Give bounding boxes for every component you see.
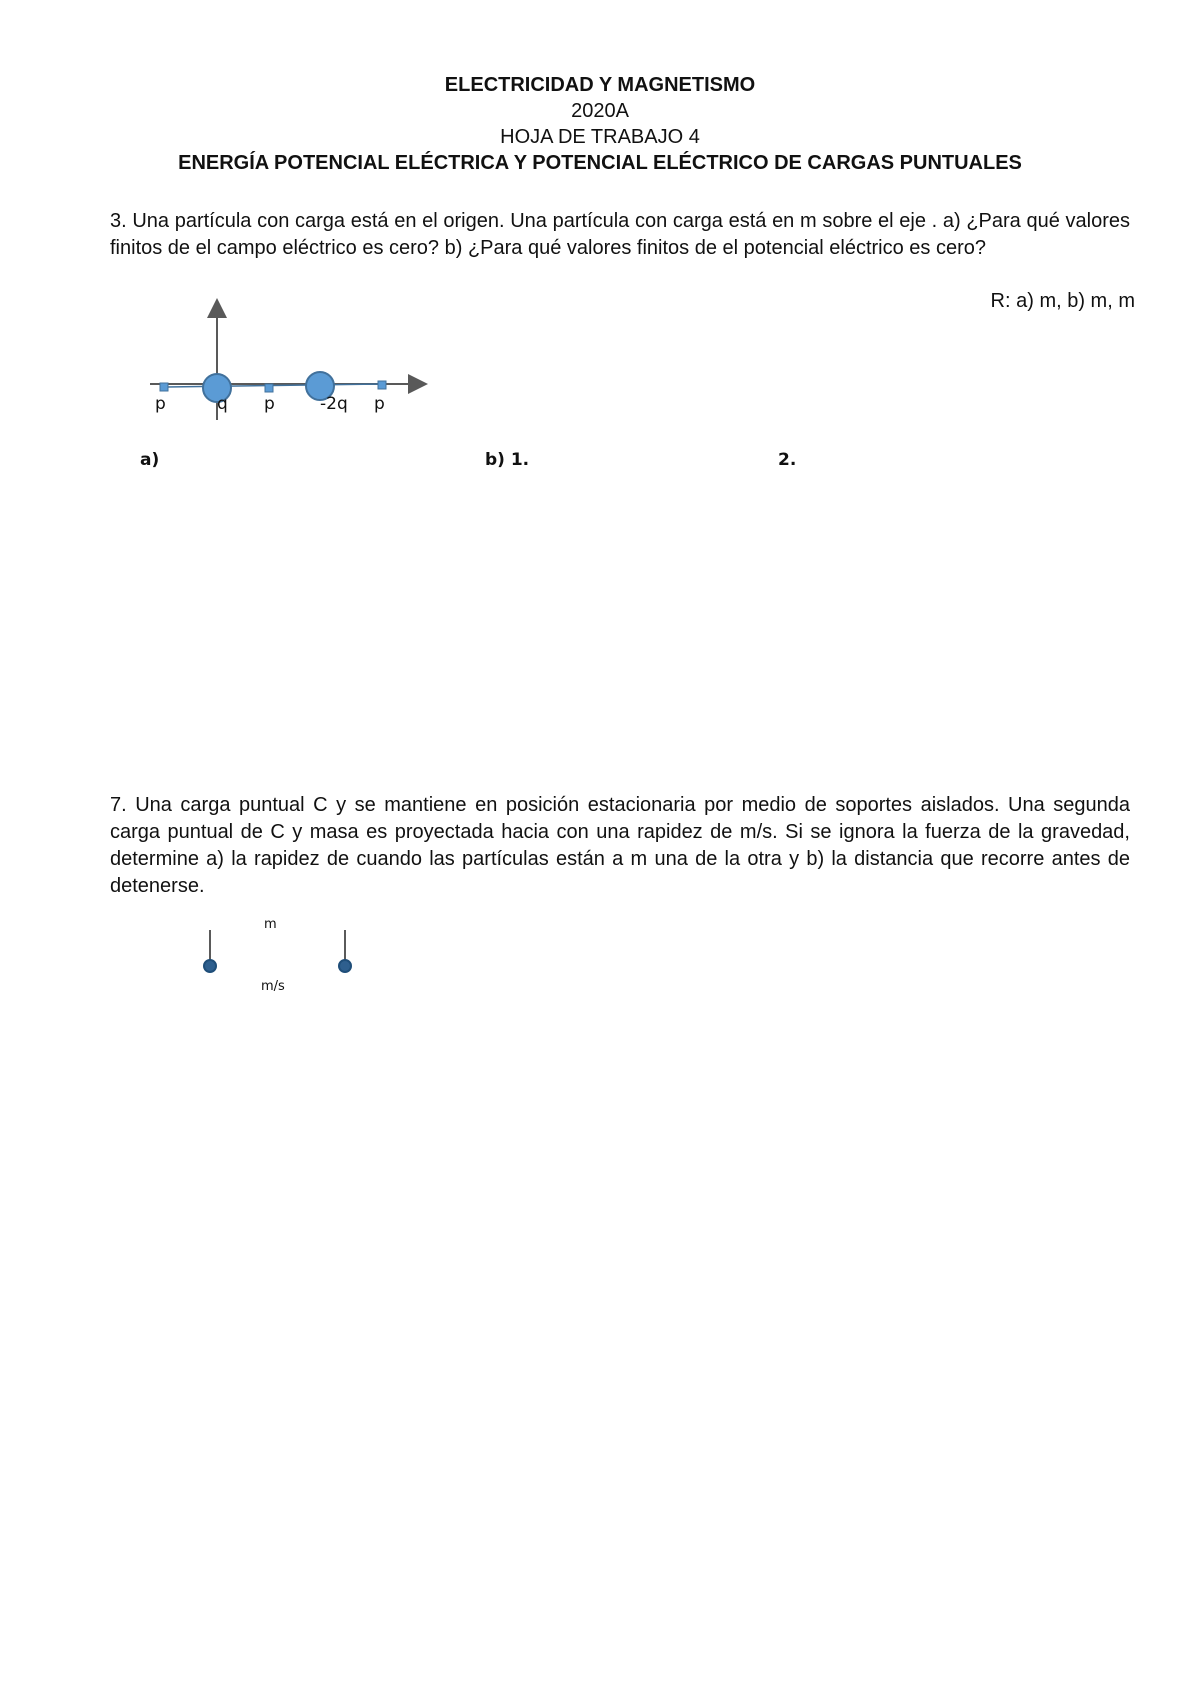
charge-left — [204, 960, 216, 972]
topic-title: ENERGÍA POTENCIAL ELÉCTRICA Y POTENCIAL ELÉCTRICO DE CARGAS PUNTUALES — [178, 152, 1022, 174]
part-b2-label: 2. — [778, 450, 797, 470]
distance-unit-label: m — [264, 917, 277, 932]
problem-7-figure — [204, 930, 351, 972]
label-p-middle: p — [264, 394, 275, 414]
term: 2020A — [571, 100, 629, 122]
problem-7-text: 7. Una carga puntual C y se mantiene en posición estacionaria por medio de soportes aislados. Una segunda carga puntual de C y masa es proyectada hacia con una rapidez de m/s. Si se ignora la fuerza de la gravedad, determine a) la rapidez de cuando las partículas están a m una de la otra y b) la distancia que recorre antes de detenerse. — [110, 794, 1130, 897]
problem-3-answer: R: a) m, b) m, m — [990, 290, 1135, 312]
point-p-middle — [265, 384, 273, 392]
point-p-left — [160, 383, 168, 391]
speed-unit-label: m/s — [261, 979, 285, 994]
part-b-label: b) 1. — [485, 450, 530, 470]
part-a-label: a) — [140, 450, 160, 470]
label-p-left: p — [155, 394, 166, 414]
charge-right — [339, 960, 351, 972]
label-q: q — [217, 394, 228, 414]
label-p-right: p — [374, 394, 385, 414]
label-minus-2q: -2q — [320, 394, 348, 414]
course-title: ELECTRICIDAD Y MAGNETISMO — [444, 74, 756, 96]
point-p-right — [378, 381, 386, 389]
worksheet-title: HOJA DE TRABAJO 4 — [500, 126, 700, 148]
problem-3-text: 3. Una partícula con carga está en el origen. Una partícula con carga está en m sobre el eje . a) ¿Para qué valores finitos de el campo eléctrico es cero? b) ¿Para qué valores finitos de el potencial eléctrico es cero? — [110, 210, 1130, 259]
